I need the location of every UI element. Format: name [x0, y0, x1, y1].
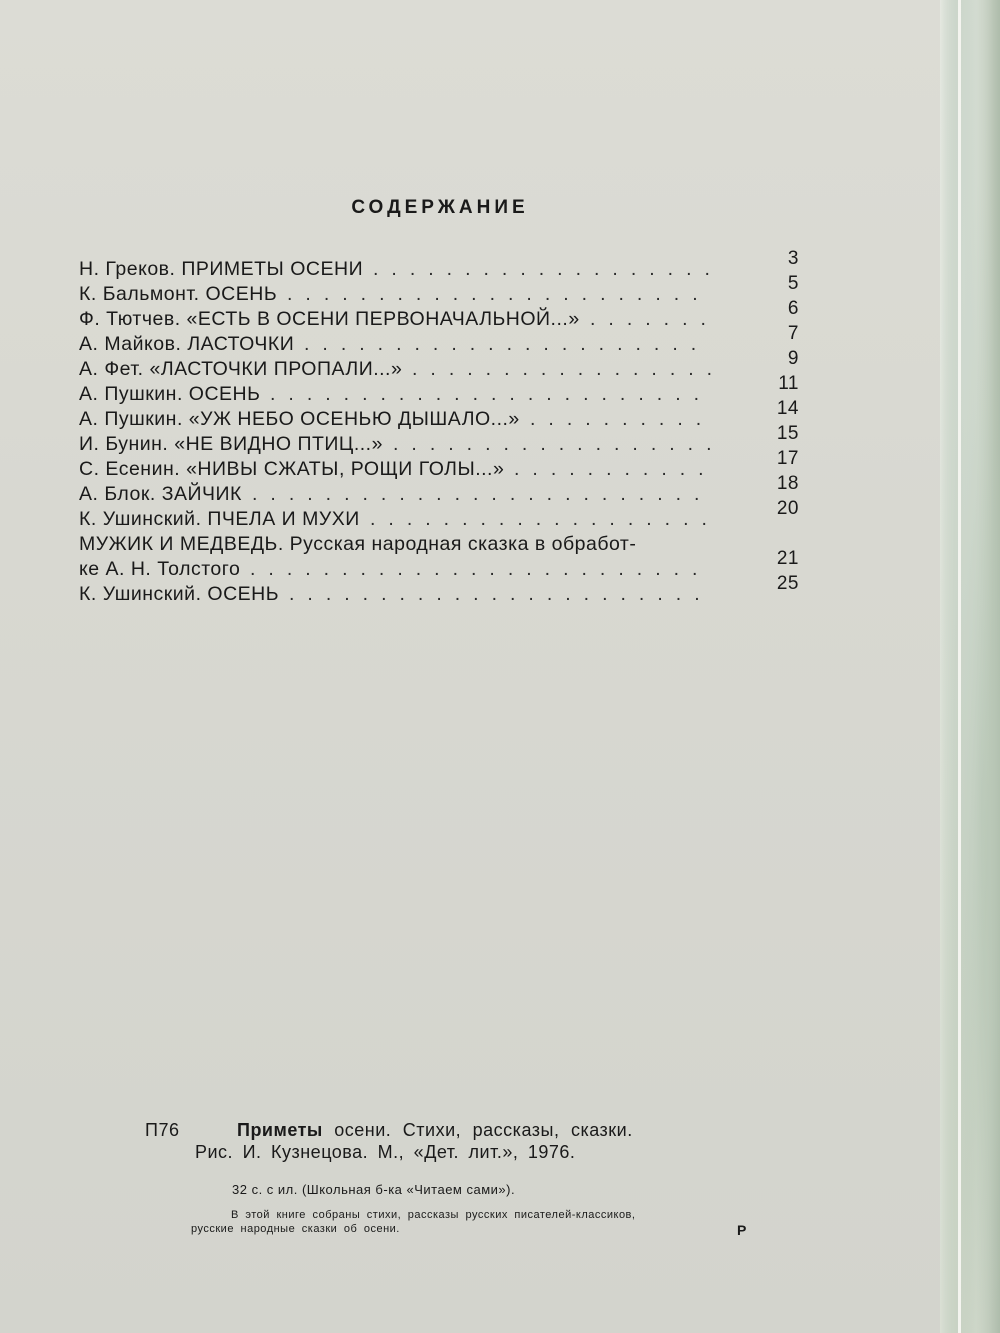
- toc-page-number: 15: [776, 423, 799, 444]
- toc-entry: [79, 533, 799, 559]
- toc-leader-dots: ..........: [530, 408, 715, 430]
- illustrator-publisher-line: Рис. И. Кузнецова. М., «Дет. лит.», 1976.: [195, 1142, 576, 1162]
- toc-page-number: 7: [787, 323, 799, 344]
- toc-entry: [79, 423, 799, 459]
- toc-leader-dots: .........................: [250, 558, 711, 580]
- toc-page-number: 5: [787, 273, 799, 294]
- toc-page-number: 9: [787, 348, 799, 369]
- book-cover-edge: [940, 0, 1000, 1333]
- toc-leader-dots: ........................: [270, 383, 713, 405]
- toc-entry-title: ке А. Н. Толстого: [79, 558, 241, 580]
- toc-entry-title: А. Пушкин. «УЖ НЕБО ОСЕНЬЮ ДЫШАЛО...»: [79, 408, 520, 430]
- toc-entry-title: МУЖИК И МЕДВЕДЬ. Русская народная сказка в обработ-: [79, 533, 637, 555]
- toc-entry-title: А. Майков. ЛАСТОЧКИ: [79, 333, 295, 355]
- toc-leader-dots: .......: [590, 308, 719, 330]
- book-title-bold: Приметы: [237, 1120, 323, 1140]
- toc-leader-dots: .........................: [252, 483, 713, 505]
- toc-entry: [79, 548, 799, 584]
- page-edge: [958, 0, 961, 1333]
- toc-entry-title: К. Бальмонт. ОСЕНЬ: [79, 283, 278, 305]
- toc-page-number: 25: [776, 573, 799, 594]
- toc-leader-dots: ...................: [370, 508, 720, 530]
- toc-page-number: 11: [778, 373, 799, 394]
- toc-entry-title: С. Есенин. «НИВЫ СЖАТЫ, РОЩИ ГОЛЫ...»: [79, 458, 505, 480]
- toc-entry: [79, 298, 799, 334]
- toc-entry-title: А. Блок. ЗАЙЧИК: [79, 483, 242, 505]
- toc-entry: [79, 248, 799, 284]
- toc-entry-title: К. Ушинский. ОСЕНЬ: [79, 583, 280, 605]
- toc-leader-dots: .................: [412, 358, 726, 380]
- annotation-line-1: В этой книге собраны стихи, рассказы русских писателей-классиков,: [231, 1209, 636, 1221]
- toc-page-number: 14: [776, 398, 799, 419]
- toc-entry: [79, 448, 799, 484]
- toc-entry: [79, 323, 799, 359]
- toc-page-number: 17: [776, 448, 799, 469]
- catalog-code: П76: [145, 1120, 180, 1140]
- toc-entry: [79, 398, 799, 434]
- toc-entry: [79, 273, 799, 309]
- corner-mark: Р: [737, 1222, 747, 1238]
- toc-leader-dots: ...........: [514, 458, 717, 480]
- toc-entry: [79, 473, 799, 509]
- toc-leader-dots: ......................: [304, 333, 710, 355]
- toc-leader-dots: ...................: [373, 258, 723, 280]
- toc-page-number: 20: [776, 498, 799, 519]
- toc-leader-dots: .......................: [287, 283, 711, 305]
- book-title-rest: осени. Стихи, рассказы, сказки.: [322, 1120, 633, 1140]
- toc-entry-title: Ф. Тютчев. «ЕСТЬ В ОСЕНИ ПЕРВОНАЧАЛЬНОЙ...»: [79, 308, 580, 330]
- toc-entry: [79, 573, 799, 609]
- toc-entry-title: И. Бунин. «НЕ ВИДНО ПТИЦ...»: [79, 433, 383, 455]
- toc-title: СОДЕРЖАНИЕ: [351, 197, 529, 218]
- annotation-line-2: русские народные сказки об осени.: [191, 1223, 400, 1235]
- toc-page-number: 18: [776, 473, 799, 494]
- toc-entry: [79, 373, 799, 409]
- toc-leader-dots: .......................: [289, 583, 713, 605]
- toc-leader-dots: ..................: [393, 433, 725, 455]
- book-title-line: [237, 1120, 633, 1141]
- toc-entry-title: А. Фет. «ЛАСТОЧКИ ПРОПАЛИ...»: [79, 358, 403, 380]
- toc-entry: [79, 498, 799, 534]
- page-count-line: 32 с. с ил. (Школьная б-ка «Читаем сами»).: [232, 1182, 516, 1197]
- toc-entry: [79, 348, 799, 384]
- toc-entry-title: А. Пушкин. ОСЕНЬ: [79, 383, 261, 405]
- toc-page-number: 3: [787, 248, 799, 269]
- toc-entry-title: К. Ушинский. ПЧЕЛА И МУХИ: [79, 508, 360, 530]
- toc-page-number: 6: [787, 298, 799, 319]
- toc-entry-title: Н. Греков. ПРИМЕТЫ ОСЕНИ: [79, 258, 364, 280]
- toc-page-number: 21: [776, 548, 799, 569]
